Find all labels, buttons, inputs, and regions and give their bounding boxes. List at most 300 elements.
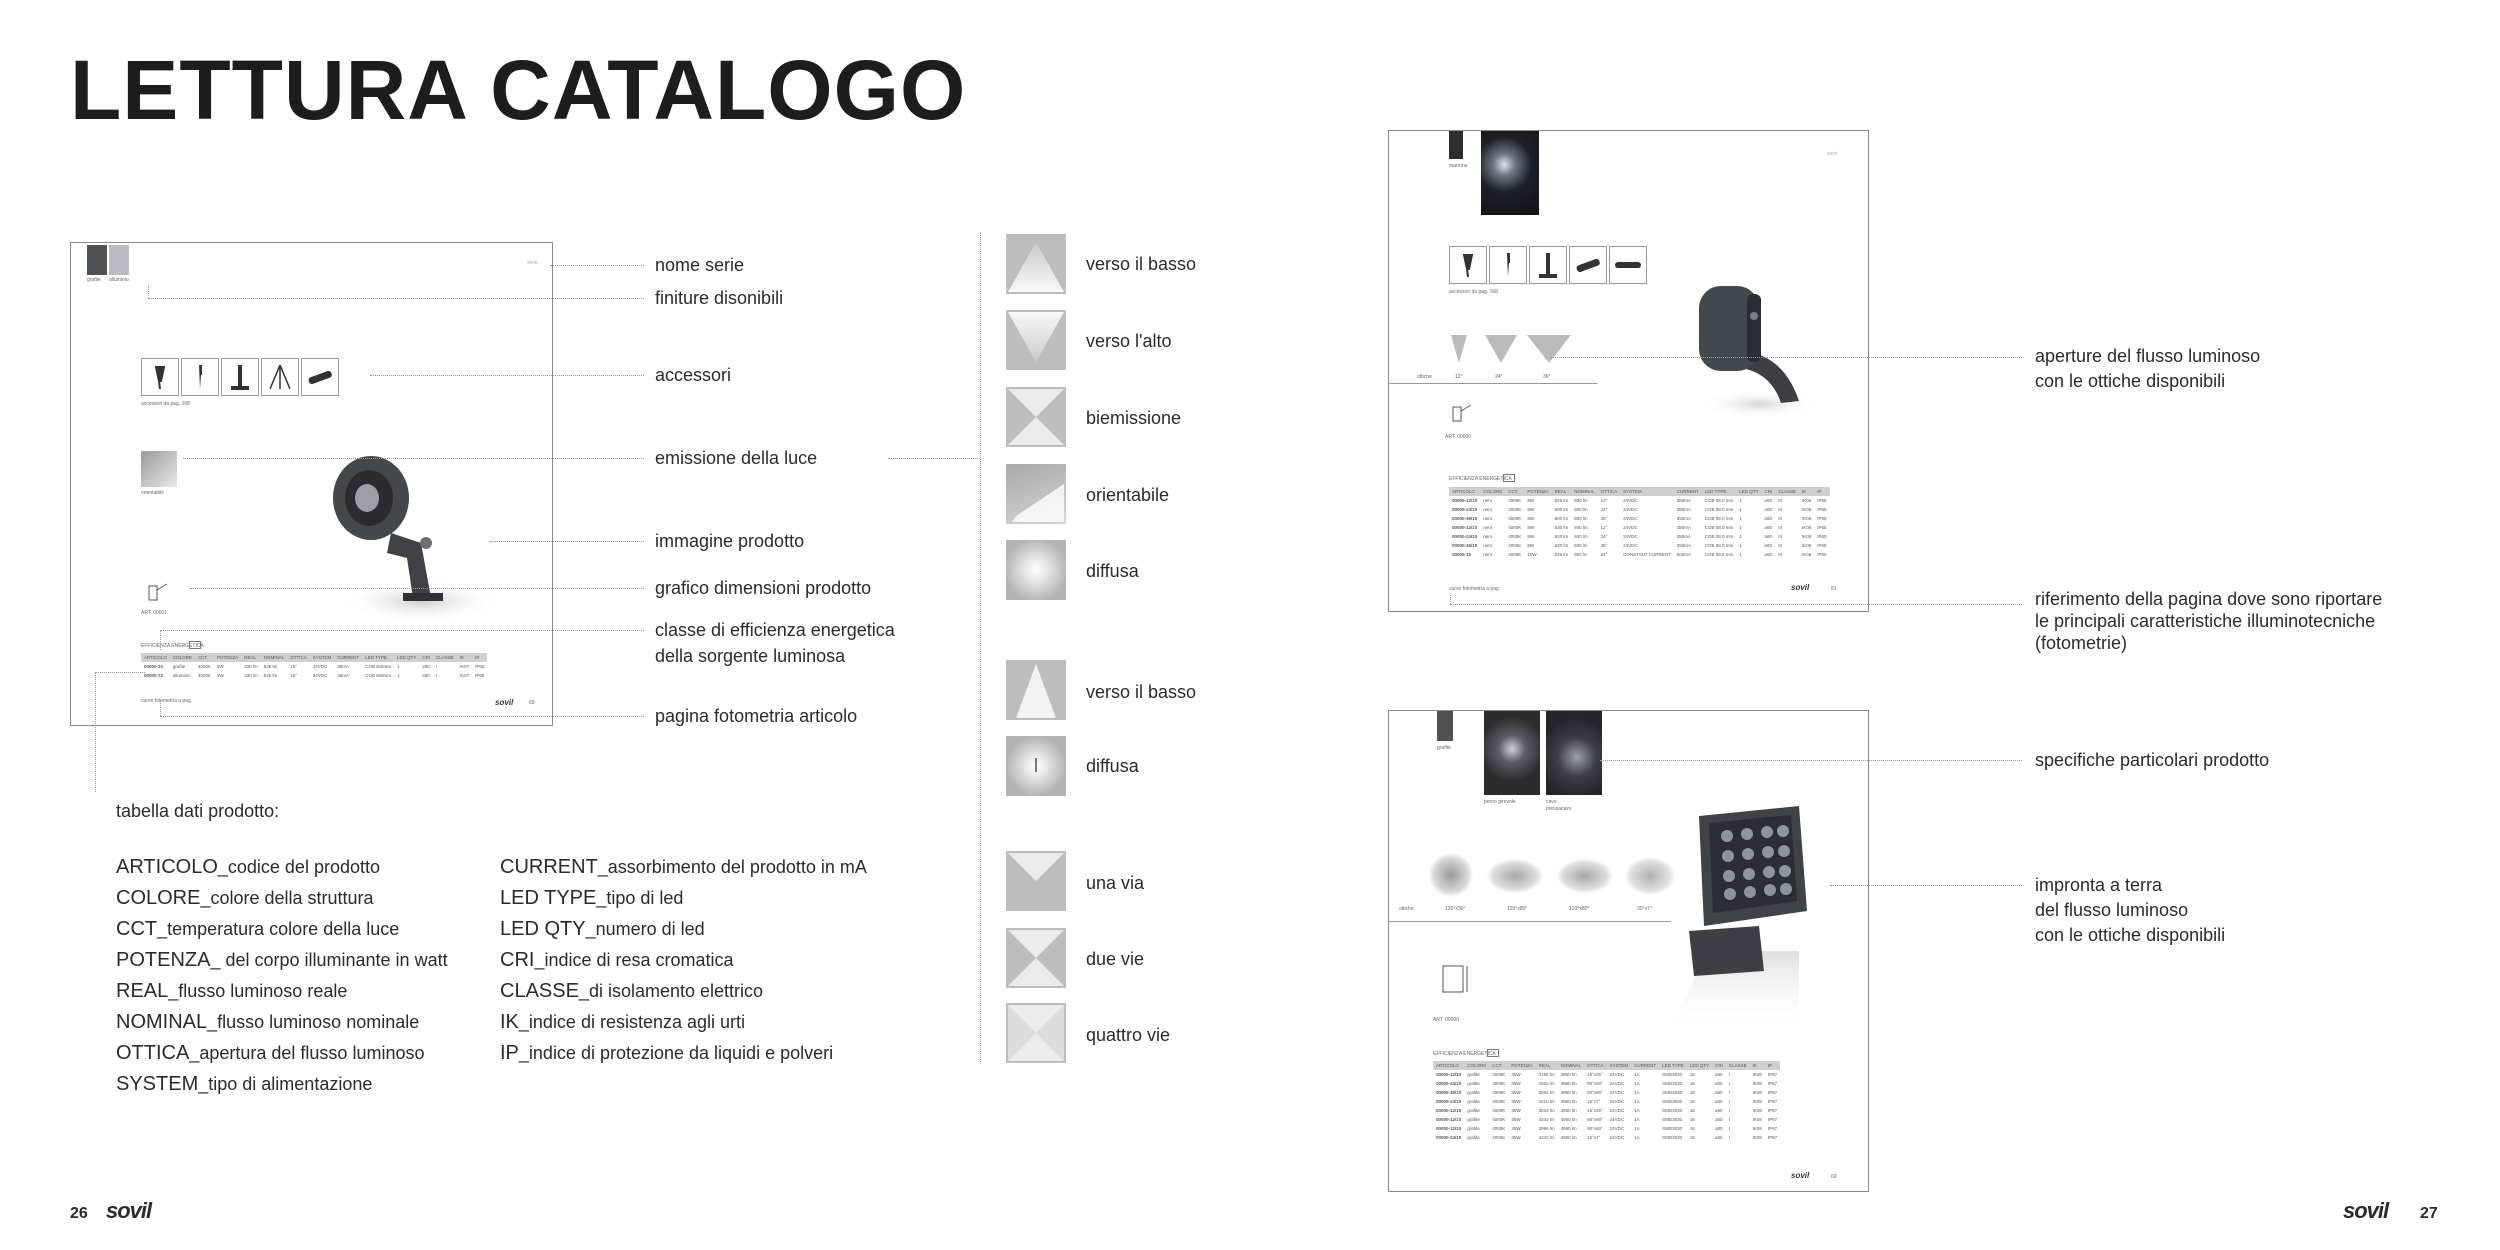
table-cell: 8W (216, 673, 224, 678)
table-header-cell: CLASSE (1775, 487, 1799, 496)
label-footprint: impronta a terra (2035, 875, 2163, 895)
table-cell: 00000-12/10 (1436, 1117, 1462, 1122)
table-cell: SMD3030 (1662, 1126, 1683, 1131)
table-cell: 1 (1739, 498, 1742, 503)
table-cell: grafite (1467, 1081, 1480, 1086)
sample-page-number: 69 (529, 700, 535, 706)
dimension-code: ART. 00000 (1433, 1017, 1460, 1023)
table-cell: 24VDC (1623, 507, 1638, 512)
table-cell: IK06 (1802, 516, 1812, 521)
table-cell: 4242 lm (1538, 1135, 1555, 1140)
leader-line (888, 458, 980, 459)
table-header-cell: OTTICA (287, 653, 310, 662)
label-reference: riferimento della pagina dove sono riportare (2035, 589, 2383, 609)
column-divider (980, 232, 981, 1064)
table-cell: 525 lm (263, 664, 278, 669)
table-cell: IK06 (1802, 498, 1812, 503)
accessory-caption: accessori da pag. 168 (141, 401, 190, 407)
table-cell: 525 lm (263, 673, 278, 678)
table-cell: SMD3030 (1662, 1117, 1683, 1122)
table-cell: 4950 lm (1560, 1117, 1577, 1122)
leader-line (370, 375, 644, 376)
table-cell: IP65 (475, 664, 485, 669)
table-cell: ≥80 (1715, 1135, 1723, 1140)
table-cell: I (436, 664, 438, 669)
label-apertures: con le ottiche disponibili (2035, 371, 2226, 391)
table-cell: 8W (216, 664, 224, 669)
table-cell: ≥80 (1715, 1099, 1723, 1104)
table-header-row (141, 653, 487, 662)
table-cell: IK08 (1752, 1117, 1762, 1122)
legend-item (500, 945, 867, 976)
label-footprint: del flusso luminoso (2035, 900, 2189, 920)
table-cell: 00000-36/10 (1452, 543, 1478, 548)
legend-description: _numero di led (585, 919, 705, 939)
legend-key: REAL (116, 980, 169, 1002)
table-cell: 00000-72 (144, 673, 164, 678)
floodlight-product-image (1649, 801, 1824, 1031)
table-cell: 530 lm (1554, 525, 1569, 530)
table-cell: 4950 lm (1560, 1108, 1577, 1113)
table-row (1449, 514, 1830, 523)
emission-label: diffusa (1086, 561, 1139, 581)
table-cell: ≥80 (1764, 552, 1772, 557)
table-cell: 35mA (337, 664, 350, 669)
dimension-code: ART. 00000 (1445, 434, 1472, 440)
energy-efficiency-label: EFFICIENZA ENERGETICA (1449, 476, 1512, 482)
table-cell: 24VDC (1623, 498, 1638, 503)
table-cell: III (1778, 507, 1782, 512)
emission-label: verso il basso (1086, 682, 1197, 702)
label-photometry-page: pagina fotometria articolo (655, 706, 858, 726)
table-cell: 4000K (1508, 534, 1522, 539)
label-footprint: con le ottiche disponibili (2035, 925, 2226, 945)
accessory-connector-icon (301, 358, 339, 396)
table-cell: 35W (1511, 1072, 1521, 1077)
section-divider (1389, 383, 1597, 384)
legend-description: _tipo di led (596, 888, 684, 908)
leader-line (160, 716, 644, 717)
product-data-table (1449, 487, 1830, 559)
table-header-cell: NOMINAL (1558, 1061, 1585, 1070)
table-cell: 1 (1739, 525, 1742, 530)
table-cell: 525 lm (1554, 552, 1569, 557)
table-cell: 600 lm (1574, 543, 1588, 548)
table-cell: 4242 lm (1538, 1117, 1555, 1122)
footprint-icon (1429, 853, 1473, 897)
accessory-base-icon (221, 358, 259, 396)
table-header-cell: REAL (241, 653, 261, 662)
table-header-cell: CURRENT (334, 653, 362, 662)
table-cell: 16 (1689, 1081, 1695, 1086)
table-cell: grafite (1467, 1072, 1480, 1077)
table-header-cell: COLORE (1464, 1061, 1489, 1070)
table-header-cell: COLORE (170, 653, 195, 662)
table-cell: 16 (1689, 1072, 1695, 1077)
table-cell: 8W (1527, 525, 1535, 530)
legend-item (116, 883, 448, 914)
table-cell: 620 lm (1554, 543, 1569, 548)
table-cell: 330 lm (244, 673, 258, 678)
table-header-cell: CURRENT (1631, 1061, 1659, 1070)
table-header-cell: LED QTY (1736, 487, 1761, 496)
table-cell: 24° (1600, 507, 1608, 512)
table-header-cell: IK (457, 653, 472, 662)
table-cell: 350mA (1676, 507, 1691, 512)
table-cell: 15°x30° (1587, 1072, 1603, 1077)
legend-description: _indice di protezione da liquidi e polveri (518, 1043, 834, 1063)
table-cell: 00000-12/10 (1452, 498, 1478, 503)
optics-caption: ottiche (1417, 374, 1432, 380)
emission-label: due vie (1086, 949, 1145, 969)
legend-key: CRI (500, 949, 535, 971)
table-cell: COB 08.0 mm (1704, 543, 1734, 548)
leader-line (1550, 357, 2022, 358)
table-cell: 35mA (337, 673, 350, 678)
finish-label: grafite (1437, 745, 1451, 751)
table-header-cell: CRI (1712, 1061, 1726, 1070)
table-cell: 600 lm (1574, 516, 1588, 521)
legend-item (500, 1038, 867, 1069)
legend-key: LED QTY (500, 918, 586, 940)
leader-line (190, 588, 644, 589)
table-cell: 10W (1527, 552, 1537, 557)
table-row (1449, 496, 1830, 505)
table-header-cell: LED TYPE (1702, 487, 1737, 496)
label-light-emission: emissione della luce (655, 448, 818, 468)
finish-swatch-aluminium (109, 245, 129, 275)
table-cell: 8W (1527, 507, 1535, 512)
sample-page-number: 81 (1831, 586, 1837, 592)
table-row (1449, 505, 1830, 514)
table-cell: 600 lm (1554, 507, 1569, 512)
accessory-spike-icon (141, 358, 179, 396)
dimension-chart (1429, 956, 1489, 1006)
table-header-cell: SYSTEM (310, 653, 335, 662)
footprint-icons (1429, 851, 1679, 901)
table-cell: 24VDC (312, 673, 328, 678)
label-energy-class: classe di efficienza energetica (655, 620, 895, 640)
table-cell: I (1728, 1108, 1731, 1113)
legend-key: ARTICOLO (116, 856, 218, 878)
table-cell: 16 (1689, 1117, 1695, 1122)
table-cell: 3996 lm (1538, 1126, 1555, 1131)
table-cell: 4000K (1508, 552, 1522, 557)
emission-icon-bidirectional (1006, 387, 1066, 447)
table-cell: 1 (1739, 543, 1742, 548)
legend-item (500, 883, 867, 914)
detail-caption: pressacavo (1546, 806, 1572, 812)
table-cell: 8W (1527, 543, 1535, 548)
detail-caption: cavo (1546, 799, 1557, 805)
legend-item (500, 852, 867, 883)
footprint-caption: ottiche (1399, 906, 1414, 912)
emission-icon-diffuse (1006, 540, 1066, 600)
table-row (1449, 550, 1830, 559)
table-cell: 600 lm (1574, 525, 1588, 530)
table-cell: 620 lm (1554, 534, 1569, 539)
table-cell: 24VDC (1623, 534, 1638, 539)
table-header-cell: LED TYPE (362, 653, 394, 662)
legend-description: _assorbimento del prodotto in mA (597, 857, 867, 877)
finish-label: alluminio (109, 277, 129, 283)
sample-catalog-page (1388, 130, 1869, 612)
table-cell: I (436, 673, 438, 678)
series-name-placeholder: serie (1827, 151, 1838, 157)
table-cell: nero (1483, 543, 1493, 548)
table-cell: grafite (1467, 1135, 1480, 1140)
legend-description: _temperatura colore della luce (157, 919, 400, 939)
leader-line (95, 672, 145, 673)
finish-label: marrone (1449, 163, 1468, 169)
table-cell: IK06 (1802, 552, 1812, 557)
table-cell: COB 08.0 mm (1704, 516, 1734, 521)
table-cell: IP67 (1767, 1108, 1778, 1113)
table-cell: 24° (1600, 552, 1608, 557)
table-cell: ≥80 (1764, 498, 1772, 503)
table-cell: IP65 (1817, 552, 1827, 557)
table-cell: 4950 lm (1560, 1090, 1577, 1095)
table-cell: I (1728, 1117, 1731, 1122)
legend-item (116, 852, 448, 883)
legend-key: POTENZA (116, 949, 211, 971)
table-cell: IK07 (459, 673, 470, 678)
footprint-value: 30°x7° (1637, 906, 1652, 912)
table-header-cell: CRI (419, 653, 433, 662)
table-cell: COB 08.0 mm (1704, 498, 1734, 503)
brand-logo-small: sovil (1791, 1171, 1810, 1180)
table-cell: 1A (1634, 1072, 1640, 1077)
table-cell: ≥80 (1764, 516, 1772, 521)
table-cell: SMD3030 (1662, 1108, 1683, 1113)
table-cell: 3000K (1508, 507, 1522, 512)
table-header-cell: IP (1814, 487, 1829, 496)
table-cell: ≥80 (1764, 534, 1772, 539)
leader-line (1450, 604, 2022, 605)
table-cell: 3165 lm (1538, 1072, 1555, 1077)
table-header-cell: IP (472, 653, 487, 662)
table-cell: 35W (1511, 1099, 1521, 1104)
emission-label: una via (1086, 873, 1145, 893)
table-header-cell: OTTICA (1584, 1061, 1607, 1070)
table-cell: nero (1483, 534, 1493, 539)
table-row (1433, 1097, 1780, 1106)
table-cell: SMD3030 (1662, 1135, 1683, 1140)
table-cell: I (1728, 1126, 1731, 1131)
table-cell: 330 lm (244, 664, 258, 669)
emission-icon-down-narrow (1006, 660, 1066, 720)
table-cell: III (1778, 552, 1782, 557)
table-cell: IP65 (1817, 543, 1827, 548)
table-header-row (1449, 487, 1830, 496)
table-cell: 12° (1600, 525, 1608, 530)
table-cell: 1A (1634, 1135, 1640, 1140)
accessory-stake-icon (181, 358, 219, 396)
table-cell: 16 (1689, 1108, 1695, 1113)
table-header-cell: IK (1799, 487, 1814, 496)
energy-class-badge (1487, 1049, 1499, 1057)
table-row (1433, 1106, 1780, 1115)
table-header-cell: COLORE (1480, 487, 1505, 496)
table-cell: 1 (397, 664, 400, 669)
table-cell: 15° (290, 664, 298, 669)
legend-key: IK (500, 1011, 519, 1033)
table-cell: 24VDC (312, 664, 328, 669)
table-cell: 35W (1511, 1090, 1521, 1095)
table-cell: IK08 (1752, 1072, 1762, 1077)
table-header-cell: LED QTY (394, 653, 419, 662)
emission-label: quattro vie (1086, 1025, 1171, 1045)
footprint-icon (1557, 859, 1613, 893)
table-cell: ≥80 (1715, 1090, 1723, 1095)
table-cell: 35W (1511, 1081, 1521, 1086)
table-cell: 3594 lm (1538, 1090, 1555, 1095)
spotlight-product-image (321, 443, 501, 633)
legend-item (116, 914, 448, 945)
table-row (1433, 1079, 1780, 1088)
table-cell: I (1728, 1072, 1731, 1077)
legend-key: CLASSE (500, 980, 579, 1002)
page-number-left: 26 (70, 1205, 88, 1222)
label-apertures: aperture del flusso luminoso (2035, 346, 2261, 366)
table-cell: COB 8x5mm (365, 664, 392, 669)
table-cell: 1A (1634, 1117, 1640, 1122)
table-header-cell: POTENZA (214, 653, 241, 662)
emission-icon-up (1006, 310, 1066, 370)
table-header-cell: POTENZA (1524, 487, 1551, 496)
table-cell: 36° (1600, 516, 1608, 521)
emission-label: diffusa (1086, 756, 1139, 776)
table-cell: ≥80 (1764, 543, 1772, 548)
table-header-cell: NOMINAL (1571, 487, 1598, 496)
table-row (1433, 1070, 1780, 1079)
table-cell: 24VDC (1609, 1072, 1625, 1077)
table-cell: 1A (1634, 1126, 1640, 1131)
brand-logo-small: sovil (495, 698, 514, 707)
leader-line (183, 458, 644, 459)
table-cell: IP67 (1767, 1117, 1778, 1122)
table-cell: 90°x60° (1587, 1117, 1603, 1122)
table-cell: IP67 (1767, 1126, 1778, 1131)
table-cell: 00000-12/10 (1436, 1126, 1462, 1131)
table-cell: 3000K (1508, 498, 1522, 503)
table-cell: IP67 (1767, 1135, 1778, 1140)
footprint-value: 120°x30° (1445, 906, 1466, 912)
table-cell: SMD3030 (1662, 1081, 1683, 1086)
emission-label: verso l'alto (1086, 331, 1172, 351)
table-cell: IK06 (1802, 534, 1812, 539)
table-cell: 15°x30° (1587, 1108, 1603, 1113)
emission-icon-orientable (1006, 464, 1066, 524)
table-cell: 35W (1511, 1108, 1521, 1113)
table-cell: ≥80 (1715, 1072, 1723, 1077)
accessory-base-icon (1529, 246, 1567, 284)
table-cell: 24VDC (1609, 1090, 1625, 1095)
leader-line (160, 630, 161, 650)
table-cell: 15°x7° (1587, 1135, 1601, 1140)
table-cell: III (1778, 516, 1782, 521)
table-header-cell: REAL (1536, 1061, 1558, 1070)
table-cell: 600 lm (1574, 498, 1588, 503)
accessory-tripod-icon (261, 358, 299, 396)
table-cell: 500mA (1676, 552, 1691, 557)
table-cell: IP65 (1817, 516, 1827, 521)
footprint-icon (1487, 859, 1543, 893)
table-cell: 35W (1511, 1135, 1521, 1140)
table-cell: 00000-24/10 (1436, 1099, 1462, 1104)
table-cell: IK08 (1752, 1108, 1762, 1113)
table-cell: grafite (1467, 1090, 1480, 1095)
table-row (1449, 532, 1830, 541)
table-cell: nero (1483, 552, 1493, 557)
table-cell: 24VDC (1609, 1117, 1625, 1122)
table-cell: 00000-24/10 (1452, 507, 1478, 512)
table-cell: grafite (1467, 1126, 1480, 1131)
table-cell: 350mA (1676, 543, 1691, 548)
optic-value: 24° (1495, 374, 1503, 380)
label-dimension-chart: grafico dimensioni prodotto (655, 578, 872, 598)
table-cell: 350mA (1676, 516, 1691, 521)
table-header-cell: ARTICOLO (141, 653, 170, 662)
table-cell: IK08 (1752, 1135, 1762, 1140)
table-header-cell: CLASSE (1726, 1061, 1750, 1070)
table-cell: CONSTANT CURRENT (1623, 552, 1671, 557)
table-cell: 600 lm (1574, 552, 1588, 557)
legend-item (500, 976, 867, 1007)
legend-item (116, 1069, 448, 1100)
emission-caption: orientabile (141, 490, 165, 496)
table-cell: COB 08.0 mm (1704, 534, 1734, 539)
table-row (141, 671, 487, 680)
table-cell: 16 (1689, 1135, 1695, 1140)
table-cell: nero (1483, 498, 1493, 503)
legend-description: _flusso luminoso reale (168, 981, 348, 1001)
table-cell: 90°x60° (1587, 1126, 1603, 1131)
leader-line (550, 265, 644, 266)
table-cell: 4950 lm (1560, 1135, 1577, 1140)
table-cell: IK07 (459, 664, 470, 669)
table-cell: 3000K (1492, 1090, 1506, 1095)
table-cell: 350mA (1676, 498, 1691, 503)
label-reference: le principali caratteristiche illuminotecniche (2035, 611, 2376, 631)
leader-line (1450, 595, 1451, 604)
table-cell: IP67 (1767, 1081, 1778, 1086)
table-cell: nero (1483, 507, 1493, 512)
table-cell: 1 (1739, 516, 1742, 521)
table-cell: COB 08.0 mm (1704, 525, 1734, 530)
table-cell: 00000-24/10 (1436, 1081, 1462, 1086)
product-table-heading: tabella dati prodotto: (116, 801, 280, 821)
series-name-placeholder: serie (527, 260, 538, 266)
product-data-table (1433, 1061, 1780, 1142)
footprint-value: 120°x80° (1569, 906, 1590, 912)
brand-logo-left: sovil (106, 1198, 152, 1223)
table-cell: 24VDC (1623, 543, 1638, 548)
table-cell: IK08 (1752, 1090, 1762, 1095)
table-cell: III (1778, 525, 1782, 530)
legend-item (116, 1007, 448, 1038)
table-cell: 350mA (1676, 525, 1691, 530)
table-cell: ≥80 (1715, 1117, 1723, 1122)
accessory-cable-icon (1609, 246, 1647, 284)
table-cell: 00000-12/10 (1436, 1108, 1462, 1113)
table-cell: 4000K (197, 673, 211, 678)
accessory-thumbnails (1449, 246, 1649, 286)
table-cell: 1 (397, 673, 400, 678)
table-cell: IP67 (1767, 1072, 1778, 1077)
dimension-chart (1445, 393, 1495, 433)
product-photo-night (1481, 131, 1539, 215)
